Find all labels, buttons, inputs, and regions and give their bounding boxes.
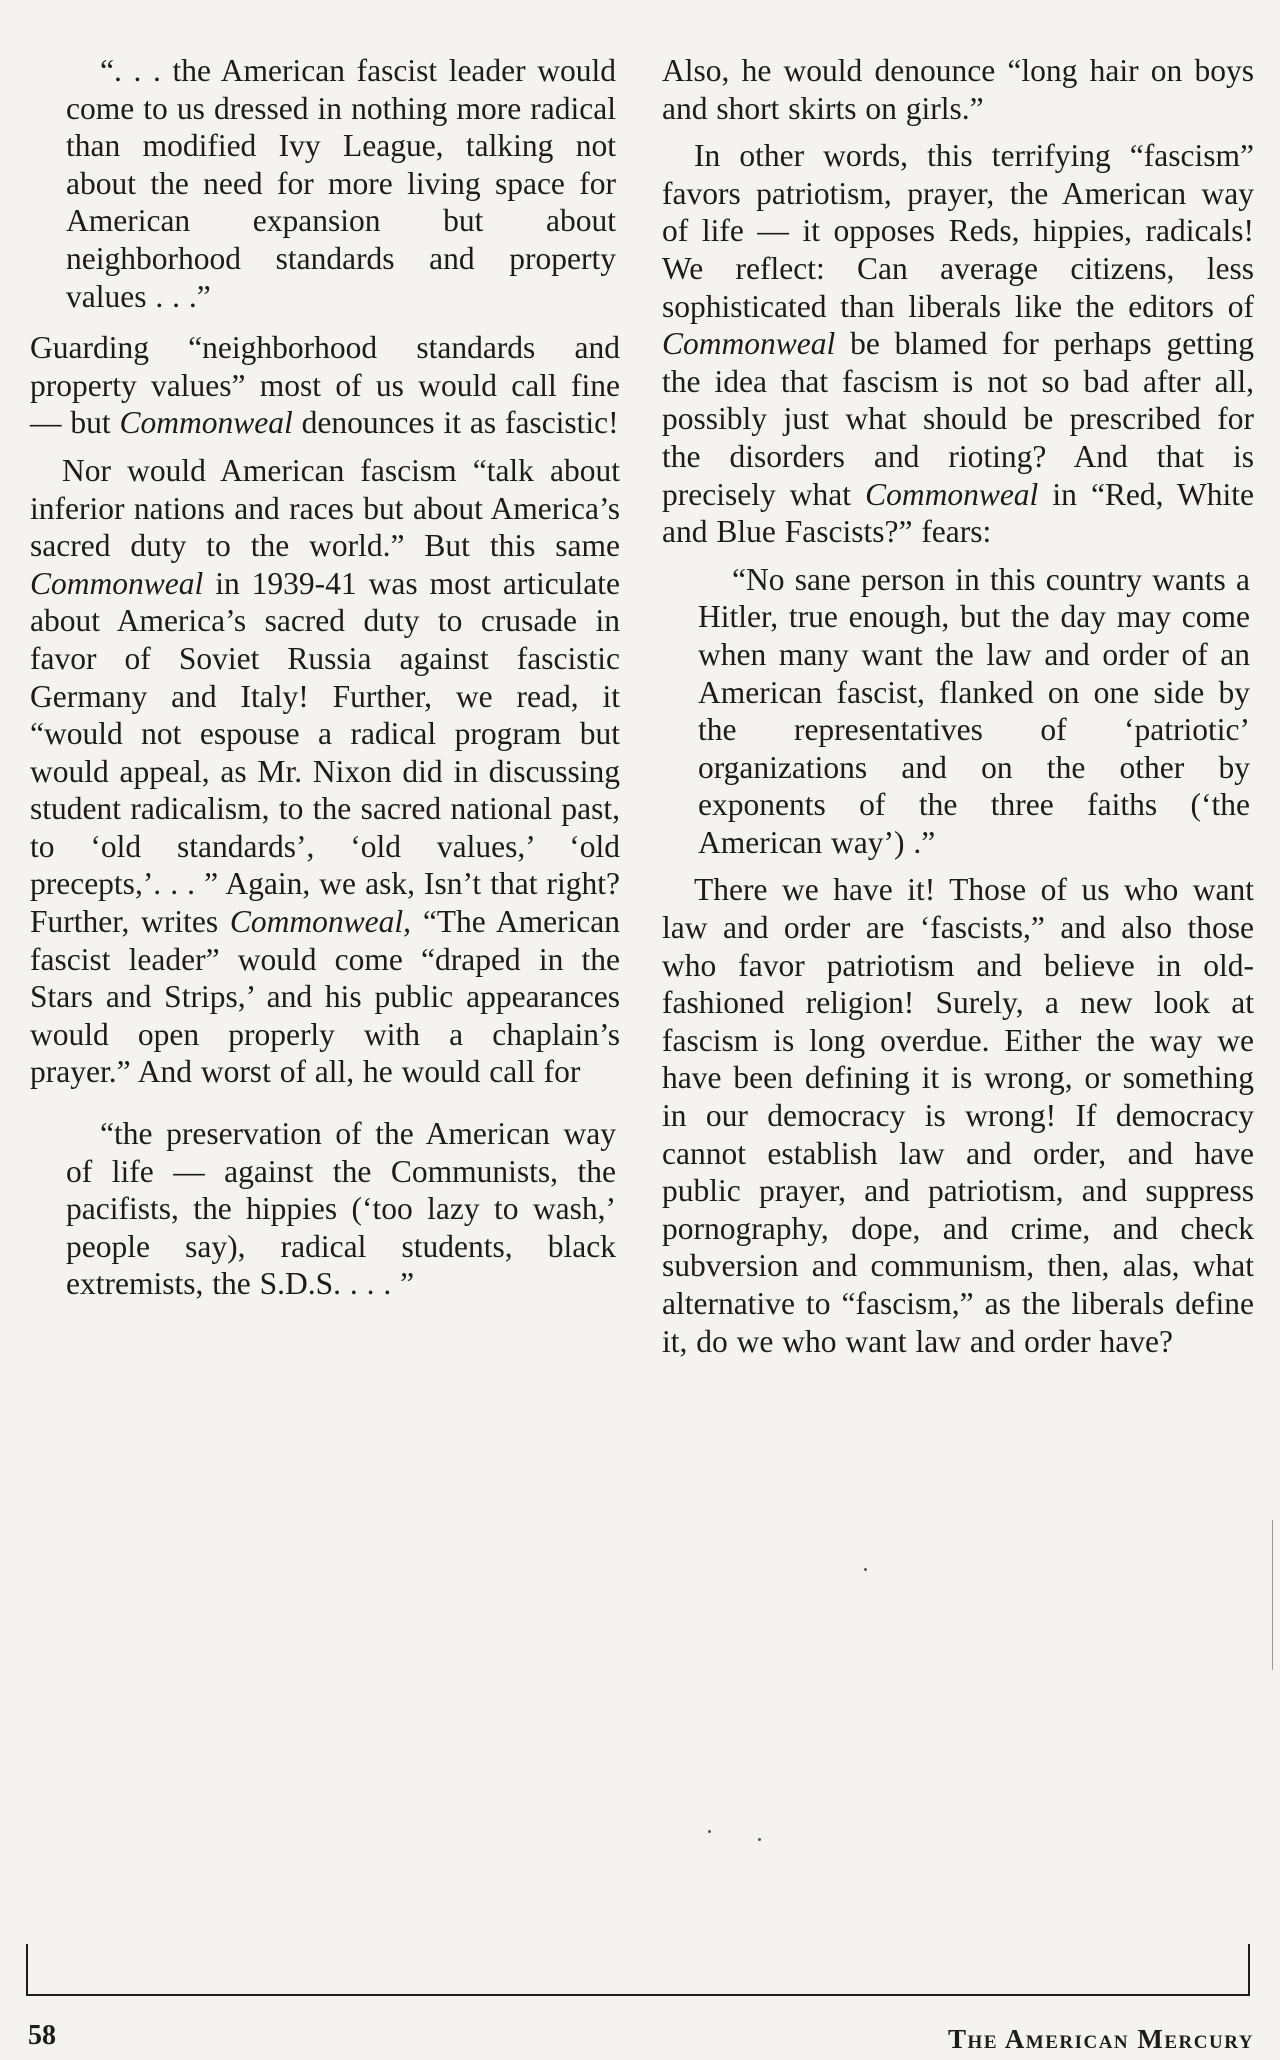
page-number: 58: [28, 2020, 56, 2051]
text-run: In other words, this terrifying “fascism” favors patriotism, prayer, the American way of life — it opposes Reds, hippies, radicals! We reflect: Can average citizens, less sophisticated than liberals like the editors of: [662, 138, 1254, 324]
text-run: Nor would American fascism “talk about inferior nations and races but about America’s sacred duty to the world.” But this same: [30, 452, 620, 564]
spacer: [30, 1101, 620, 1115]
running-title: The American Mercury: [948, 2024, 1254, 2054]
print-speck: [708, 1830, 711, 1833]
block-quote-ivy-league: “. . . the American fascist leader would come to us dressed in nothing more radical than modified Ivy League, talking not about the need for more living space for American expansion but about neighborhood standards and property values . . .”: [66, 53, 616, 314]
text-run: in 1939-41 was most articulate about America’s sacred duty to crusade in favor of Soviet Russia against fascistic Germany and Italy! Further, we read, it “would not espouse a radical program but would appeal, as Mr. Nixon did in discussing student radicalism, to the sacred national past, to ‘old standards’, ‘old values,’ ‘old precepts,’. . . ” Again, we ask, Isn’t that right? Further, writes: [30, 565, 620, 940]
footer-rule-right: [1248, 1944, 1250, 1996]
paragraph-long-hair: Also, he would denounce “long hair on boys and short skirts on girls.”: [662, 53, 1254, 126]
footer-rule: [26, 1994, 1248, 1996]
publication-name: Commonweal,: [229, 904, 412, 940]
footer-rule-left: [26, 1944, 28, 1996]
text-run: Guarding “neighborhood standards and property values” most of us would call fine — but: [30, 330, 620, 441]
publication-name: Commonweal: [662, 326, 836, 362]
publication-name: Commonweal: [30, 565, 204, 601]
margin-mark: [1272, 1520, 1273, 1670]
print-speck: [864, 1568, 867, 1571]
publication-name: Commonweal: [119, 405, 293, 441]
text-run: be blamed for perhaps getting the idea that fascism is not so bad after all, possibly just what should be prescribed for the disorders and rioting? And that is precisely what: [662, 326, 1254, 512]
paragraph-neighborhood-standards: [30, 329, 620, 442]
publication-name: Commonweal: [865, 476, 1039, 512]
right-column: [662, 52, 1254, 1370]
block-quote-american-way: “the preservation of the American way of life — against the Communists, the pacifists, the hippies (‘too lazy to wash,’ people say), radical students, black extremists, the S.D.S. . . . ”: [66, 1116, 616, 1302]
paragraph-there-we-have-it: There we have it! Those of us who want law and order are ‘fascists,” and also those who favor patriotism and believe in old-fashioned religion! Surely, a new look at fascism is long overdue. Either the way we have been defining it is wrong, or something in our democracy is wrong! If democracy cannot establish law and order, and have public prayer, and patriotism, and suppress pornography, dope, and crime, and check subversion and communism, then, alas, what alternative to “fascism,” as the liberals define it, do we who want law and order have?: [662, 872, 1254, 1359]
left-column: [30, 52, 620, 1313]
text-run: in “Red, White and Blue Fascists?” fears:: [662, 476, 1254, 550]
print-speck: [758, 1838, 761, 1841]
text-run: “The American fascist leader” would come “draped in the Stars and Strips,’ and his public appearances would open properly with a chaplain’s prayer.” And worst of all, he would call for: [30, 904, 621, 1090]
paragraph-sacred-duty: [30, 452, 620, 1091]
paragraph-terrifying-fascism: [662, 137, 1254, 551]
block-quote-no-sane-person: “No sane person in this country wants a Hitler, true enough, but the day may come when many want the law and order of an American fascist, flanked on one side by the representatives of ‘patriotic’ organizations and on the other by exponents of the three faiths (‘the American way’) .”: [698, 561, 1250, 860]
text-run: denounces it as fascistic!: [292, 405, 619, 441]
